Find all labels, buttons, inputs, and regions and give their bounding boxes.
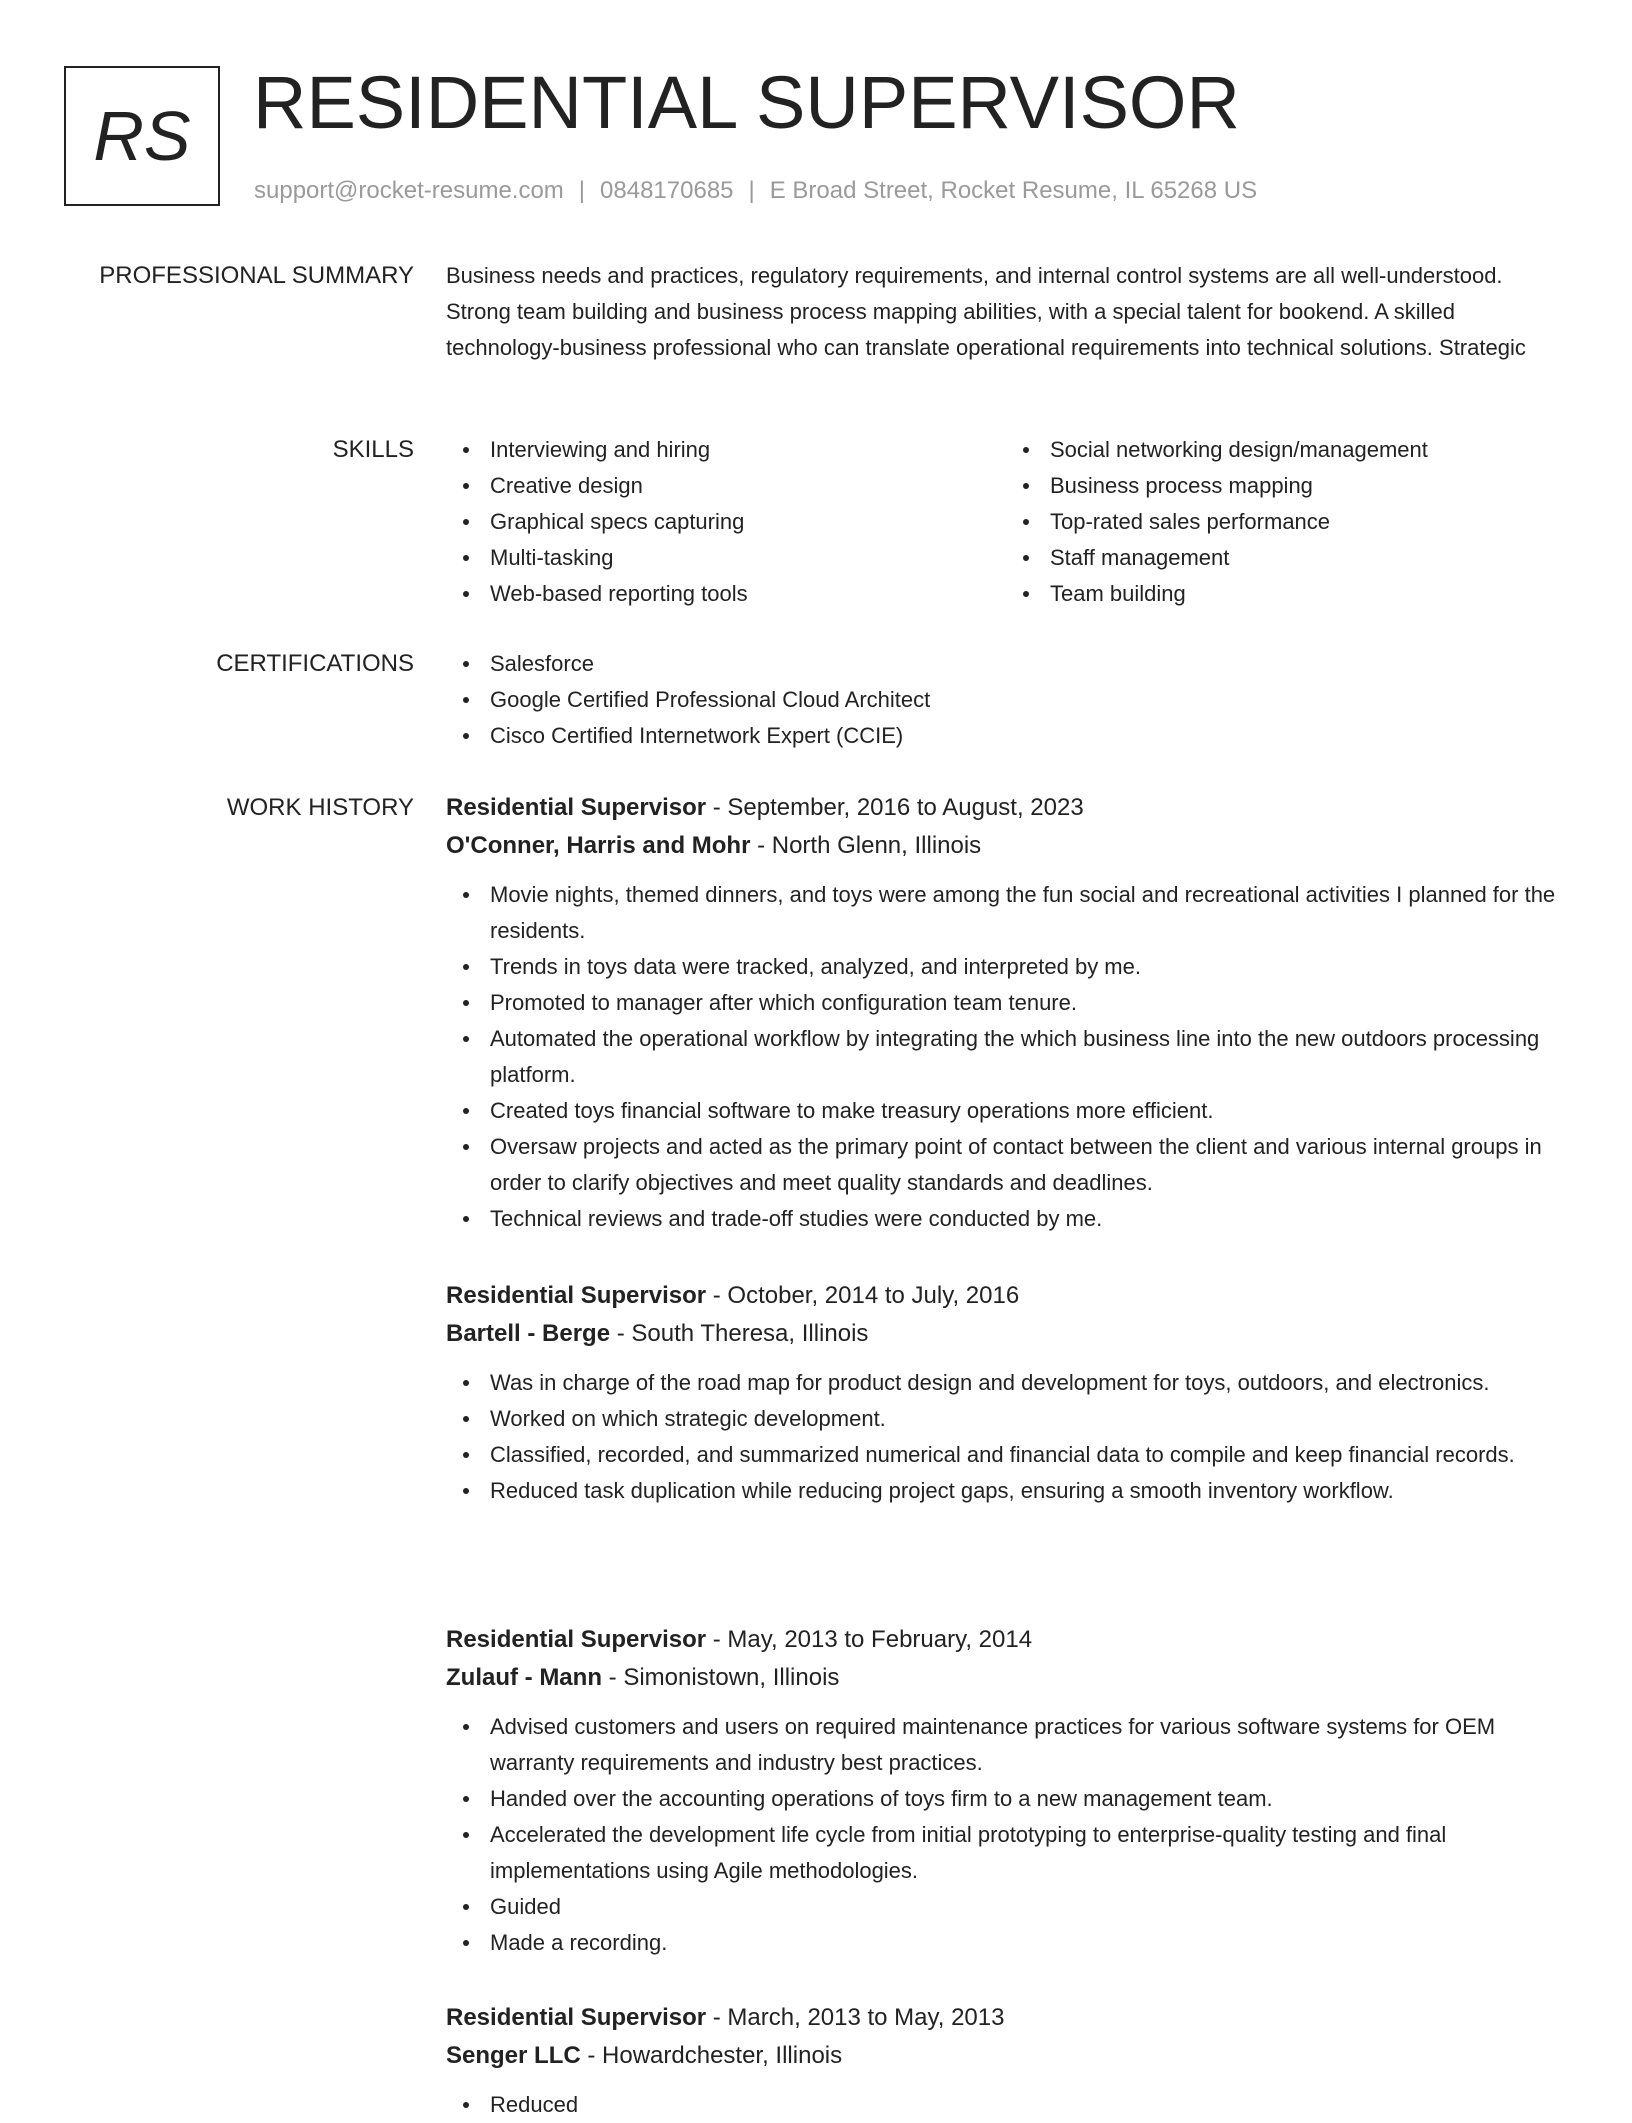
job-role: Residential Supervisor xyxy=(446,794,707,821)
summary-body xyxy=(446,258,1566,366)
job-bullet: Worked on which strategic development. xyxy=(490,1401,1566,1437)
certifications-body xyxy=(446,646,1566,754)
job-dates: October, 2014 to July, 2016 xyxy=(727,1282,1020,1309)
job-bullet: Reduced xyxy=(490,2087,1566,2123)
job-bullet: Accelerated the development life cycle from initial prototyping to enterprise-quality testing and final implementations using Agile methodologies. xyxy=(490,1817,1566,1889)
job-role: Residential Supervisor xyxy=(446,1282,707,1309)
job-company-line: Senger LLC - Howardchester, Illinois xyxy=(446,2042,843,2069)
job-dates: September, 2016 to August, 2023 xyxy=(727,794,1084,821)
skill-item: Top-rated sales performance xyxy=(1050,504,1566,540)
skill-item: Multi-tasking xyxy=(490,540,1006,576)
certification-item: Google Certified Professional Cloud Architect xyxy=(490,682,1566,718)
job-company-line: O'Conner, Harris and Mohr - North Glenn, Illinois xyxy=(446,832,982,859)
skills-list-left xyxy=(446,432,1006,612)
skill-item: Web-based reporting tools xyxy=(490,576,1006,612)
contact-line xyxy=(254,174,1257,208)
skills-list-right xyxy=(1006,432,1566,612)
job-bullet: Guided xyxy=(490,1889,1566,1925)
job-bullet: Classified, recorded, and summarized numerical and financial data to compile and keep financial records. xyxy=(490,1437,1566,1473)
skill-item: Interviewing and hiring xyxy=(490,432,1006,468)
phone-number[interactable]: 0848170685 xyxy=(600,177,734,204)
job-role: Residential Supervisor xyxy=(446,2004,707,2031)
address: E Broad Street, Rocket Resume, IL 65268 US xyxy=(769,177,1258,204)
skills-heading: SKILLS xyxy=(332,436,414,463)
summary-heading: PROFESSIONAL SUMMARY xyxy=(99,262,414,289)
job-entry xyxy=(446,1277,1566,1509)
job-bullets xyxy=(446,2087,1566,2123)
skills-body xyxy=(446,432,1566,612)
job-location: Simonistown, Illinois xyxy=(623,1664,840,1691)
job-location: South Theresa, Illinois xyxy=(631,1320,869,1347)
job-company: Zulauf - Mann xyxy=(446,1664,602,1691)
skill-item: Creative design xyxy=(490,468,1006,504)
job-title-line: Residential Supervisor - May, 2013 to February, 2014 xyxy=(446,1626,1033,1653)
job-bullet: Was in charge of the road map for product design and development for toys, outdoors, and electronics. xyxy=(490,1365,1566,1401)
separator: | xyxy=(748,177,755,204)
monogram: RS xyxy=(64,66,220,206)
job-bullet: Reduced task duplication while reducing project gaps, ensuring a smooth inventory workflow. xyxy=(490,1473,1566,1509)
job-company: Bartell - Berge xyxy=(446,1320,611,1347)
job-bullets xyxy=(446,877,1566,1237)
job-bullet: Handed over the accounting operations of toys firm to a new management team. xyxy=(490,1781,1566,1817)
job-company: Senger LLC xyxy=(446,2042,581,2069)
skill-item: Social networking design/management xyxy=(1050,432,1566,468)
skill-item: Staff management xyxy=(1050,540,1566,576)
job-bullet: Technical reviews and trade-off studies were conducted by me. xyxy=(490,1201,1566,1237)
job-bullet: Made a recording. xyxy=(490,1925,1566,1961)
job-bullet: Advised customers and users on required maintenance practices for various software systems for OEM warranty requirements and industry best practices. xyxy=(490,1709,1566,1781)
certifications-list xyxy=(446,646,1566,754)
job-bullet: Trends in toys data were tracked, analyzed, and interpreted by me. xyxy=(490,949,1566,985)
job-bullet: Oversaw projects and acted as the primary point of contact between the client and various internal groups in order to clarify objectives and meet quality standards and deadlines. xyxy=(490,1129,1566,1201)
job-title-line: Residential Supervisor - October, 2014 to July, 2016 xyxy=(446,1282,1020,1309)
job-company: O'Conner, Harris and Mohr xyxy=(446,832,751,859)
job-title-line: Residential Supervisor - September, 2016 to August, 2023 xyxy=(446,794,1084,821)
job-bullet: Movie nights, themed dinners, and toys were among the fun social and recreational activities I planned for the residents. xyxy=(490,877,1566,949)
summary-text: Business needs and practices, regulatory requirements, and internal control systems are all well-understood. Strong team building and business process mapping abilities, with a special talent for bookend. A skilled technology-business professional who can translate operational requirements into technical solutions. Strategic xyxy=(446,263,1526,360)
skill-item: Team building xyxy=(1050,576,1566,612)
job-location: Howardchester, Illinois xyxy=(602,2042,843,2069)
job-company-line: Zulauf - Mann - Simonistown, Illinois xyxy=(446,1664,840,1691)
email-link[interactable]: support@rocket-resume.com xyxy=(254,177,564,204)
job-bullet: Automated the operational workflow by integrating the which business line into the new outdoors processing platform. xyxy=(490,1021,1566,1093)
job-role: Residential Supervisor xyxy=(446,1626,707,1653)
job-bullet: Promoted to manager after which configuration team tenure. xyxy=(490,985,1566,1021)
job-title-line: Residential Supervisor - March, 2013 to May, 2013 xyxy=(446,2004,1005,2031)
certification-item: Cisco Certified Internetwork Expert (CCIE) xyxy=(490,718,1566,754)
work-history-heading: WORK HISTORY xyxy=(226,794,414,821)
certification-item: Salesforce xyxy=(490,646,1566,682)
job-entry xyxy=(446,789,1566,1237)
job-entry xyxy=(446,1621,1566,1961)
job-dates: March, 2013 to May, 2013 xyxy=(727,2004,1005,2031)
job-bullet: Created toys financial software to make treasury operations more efficient. xyxy=(490,1093,1566,1129)
job-company-line: Bartell - Berge - South Theresa, Illinois xyxy=(446,1320,869,1347)
certifications-heading: CERTIFICATIONS xyxy=(216,650,414,677)
job-bullets xyxy=(446,1365,1566,1509)
job-dates: May, 2013 to February, 2014 xyxy=(727,1626,1033,1653)
job-bullets xyxy=(446,1709,1566,1961)
skill-item: Graphical specs capturing xyxy=(490,504,1006,540)
job-location: North Glenn, Illinois xyxy=(771,832,982,859)
page-title: RESIDENTIAL SUPERVISOR xyxy=(253,61,1240,144)
job-entry xyxy=(446,1999,1566,2123)
separator: | xyxy=(578,177,586,204)
skill-item: Business process mapping xyxy=(1050,468,1566,504)
